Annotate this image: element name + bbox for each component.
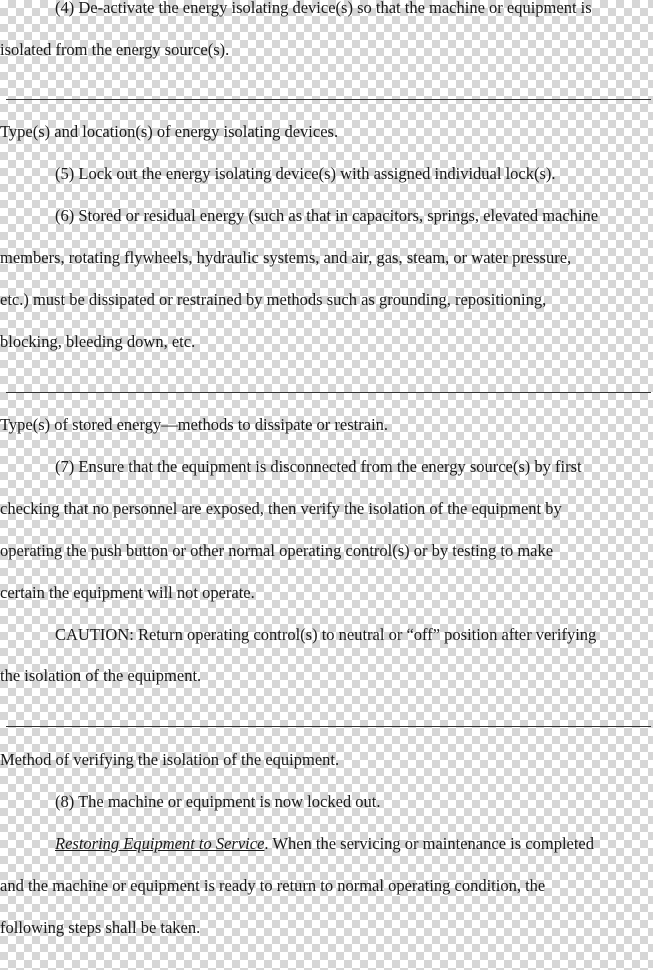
rule-2-caption: Type(s) of stored energy—methods to dissipate or restrain. (0, 415, 389, 434)
step-7-line-4: certain the equipment will not operate. (0, 583, 255, 602)
fill-in-rule-2 (6, 392, 651, 393)
restoring-line-3: following steps shall be taken. (0, 918, 201, 937)
step-7-line-2: checking that no personnel are exposed, then verify the isolation of the equipment by (0, 499, 562, 518)
restoring-line-2: and the machine or equipment is ready to return to normal operating condition, the (0, 876, 546, 895)
step-8-line-1: (8) The machine or equipment is now locked out. (55, 792, 381, 811)
step-4-line-2: isolated from the energy source(s). (0, 40, 230, 59)
fill-in-rule-3 (6, 726, 651, 727)
restoring-line-1 (55, 834, 594, 854)
step-4-line-1: (4) De-activate the energy isolating device(s) so that the machine or equipment is (55, 0, 592, 17)
restoring-heading: Restoring Equipment to Service (55, 834, 265, 853)
step-7-line-1: (7) Ensure that the equipment is disconnected from the energy source(s) by first (55, 457, 582, 476)
step-7-line-3: operating the push button or other normal operating control(s) or by testing to make (0, 541, 554, 560)
caution-line-2: the isolation of the equipment. (0, 666, 202, 685)
step-6-line-3: etc.) must be dissipated or restrained by methods such as grounding, repositioning, (0, 290, 547, 309)
step-6-line-4: blocking, bleeding down, etc. (0, 332, 196, 351)
step-6-line-1: (6) Stored or residual energy (such as that in capacitors, springs, elevated machine (55, 206, 599, 225)
step-6-line-2: members, rotating flywheels, hydraulic systems, and air, gas, steam, or water pressure, (0, 248, 572, 267)
rule-3-caption: Method of verifying the isolation of the equipment. (0, 750, 340, 769)
caution-line-1: CAUTION: Return operating control(s) to neutral or “off” position after verifying (55, 625, 597, 644)
rule-1-caption: Type(s) and location(s) of energy isolating devices. (0, 122, 339, 141)
restoring-heading-tail: . When the servicing or maintenance is completed (264, 834, 595, 853)
step-5-line-1: (5) Lock out the energy isolating device(s) with assigned individual lock(s). (55, 164, 556, 183)
fill-in-rule-1 (6, 99, 651, 100)
